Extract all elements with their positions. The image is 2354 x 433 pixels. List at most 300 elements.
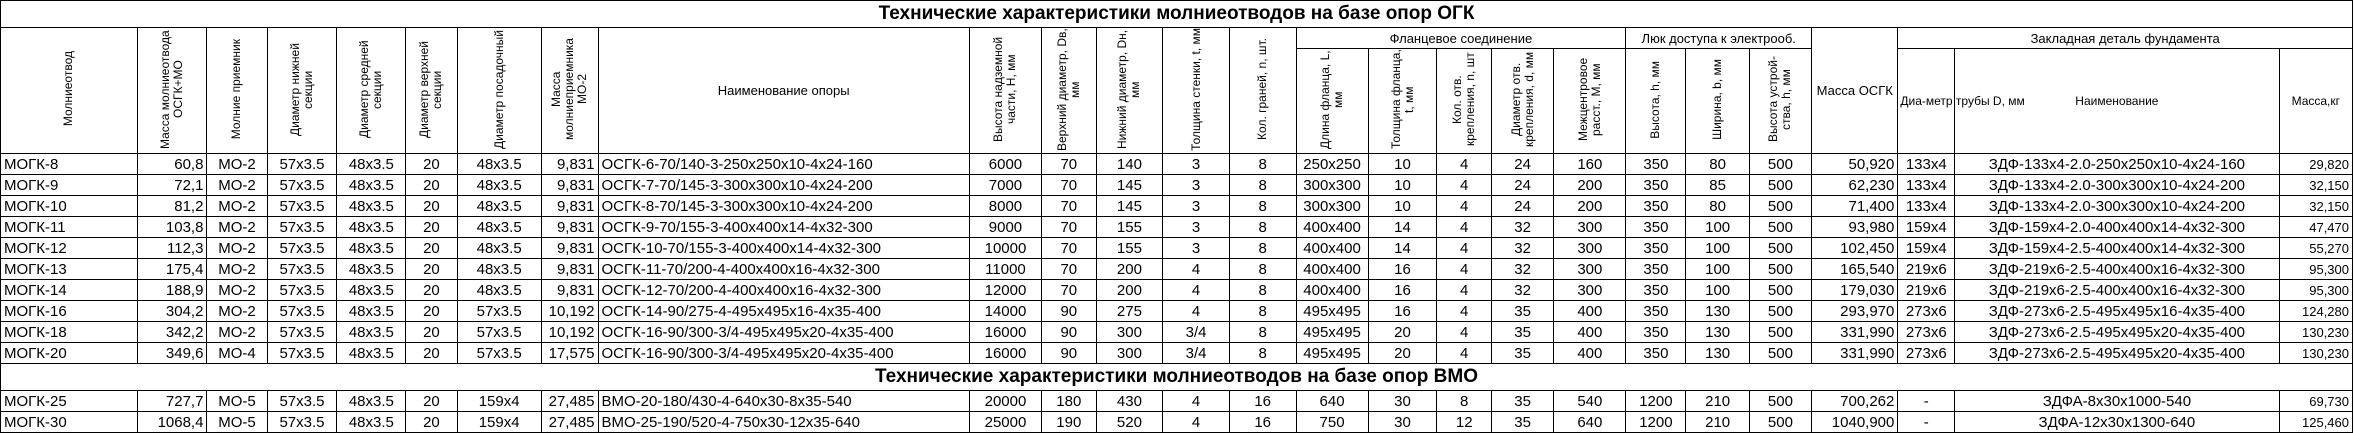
table-cell: 29,820: [2279, 154, 2352, 175]
table-cell: 70: [1042, 259, 1097, 280]
table-cell: 500: [1749, 196, 1811, 217]
table-cell: 8: [1229, 154, 1296, 175]
table-cell: 210: [1686, 391, 1749, 412]
table-cell: 540: [1554, 391, 1626, 412]
table-cell: МОГК-11: [1, 217, 138, 238]
header-flange-thick: Толщина фланца, t, мм: [1388, 49, 1416, 150]
table-cell: 90: [1042, 343, 1097, 364]
table-cell: 4: [1437, 259, 1492, 280]
table-cell: 10: [1368, 196, 1437, 217]
table-cell: 20: [406, 154, 457, 175]
table-cell: 640: [1554, 412, 1626, 433]
header-faces: Кол. граней, n, шт.: [1255, 38, 1270, 140]
header-embed-mass: Масса,кг: [2279, 49, 2352, 154]
table-cell: МОГК-13: [1, 259, 138, 280]
table-cell: 57х3.5: [267, 280, 337, 301]
table-cell: МОГК-14: [1, 280, 138, 301]
table-cell: 133х4: [1898, 196, 1955, 217]
table-cell: 20: [406, 196, 457, 217]
table-cell: МО-2: [207, 280, 267, 301]
table-cell: 350: [1626, 196, 1686, 217]
header-d-lower: Диаметр нижней секции: [287, 42, 315, 136]
table-cell: 4: [1437, 175, 1492, 196]
table-cell: МО-5: [207, 412, 267, 433]
table-cell: 16: [1368, 280, 1437, 301]
table-cell: 20: [1368, 343, 1437, 364]
table-cell: 30: [1368, 391, 1437, 412]
table-cell: 300: [1096, 322, 1163, 343]
table-cell: 140: [1096, 154, 1163, 175]
table-cell: 20: [406, 412, 457, 433]
table-cell: 4: [1437, 322, 1492, 343]
table-cell: 350: [1626, 217, 1686, 238]
table-cell: МОГК-18: [1, 322, 138, 343]
header-holes-d: Диаметр отв. крепления, d, мм: [1508, 51, 1536, 148]
table-cell: 400х400: [1296, 217, 1368, 238]
table-cell: 4: [1437, 196, 1492, 217]
table-cell: 48х3.5: [337, 301, 406, 322]
table-cell: 500: [1749, 343, 1811, 364]
table-cell: 9,831: [541, 154, 598, 175]
table-cell: 300х300: [1296, 196, 1368, 217]
table-cell: 219х6: [1898, 280, 1955, 301]
table-cell: 57х3.5: [267, 217, 337, 238]
table-cell: 3/4: [1163, 322, 1230, 343]
table-cell: 48х3.5: [457, 280, 541, 301]
table-cell: 700,262: [1812, 391, 1898, 412]
header-bottom-d: Нижний диаметр, Dн, мм: [1115, 29, 1143, 149]
table-cell: ЗДФА-8х30х1000-540: [1955, 391, 2279, 412]
table-cell: 60,8: [137, 154, 207, 175]
table-cell: 10,192: [541, 301, 598, 322]
table-cell: 57х3.5: [457, 322, 541, 343]
table-cell: 48х3.5: [337, 391, 406, 412]
table-cell: 300: [1554, 217, 1626, 238]
table-cell: 400х400: [1296, 238, 1368, 259]
table-cell: 200: [1096, 259, 1163, 280]
table-cell: 35: [1492, 391, 1554, 412]
table-cell: 520: [1096, 412, 1163, 433]
table-cell: 14000: [969, 301, 1041, 322]
table-row: [1, 412, 2353, 433]
table-cell: 500: [1749, 391, 1811, 412]
table-cell: МОГК-30: [1, 412, 138, 433]
title-ogk: Технические характеристики молниеотводов на базе опор ОГК: [1, 1, 2353, 28]
table-cell: 273х6: [1898, 343, 1955, 364]
table-cell: 35: [1492, 412, 1554, 433]
table-cell: 273х6: [1898, 322, 1955, 343]
table-cell: 190: [1042, 412, 1097, 433]
table-cell: 20: [406, 217, 457, 238]
table-cell: ОСГК-11-70/200-4-400х400х16-4х32-300: [598, 259, 969, 280]
table-cell: 12: [1437, 412, 1492, 433]
table-cell: 100: [1686, 238, 1749, 259]
table-cell: 32,150: [2279, 175, 2352, 196]
table-cell: 48х3.5: [337, 322, 406, 343]
table-cell: 16000: [969, 343, 1041, 364]
table-cell: 155: [1096, 217, 1163, 238]
table-cell: ВМО-25-190/520-4-750х30-12х35-640: [598, 412, 969, 433]
table-cell: 350: [1626, 301, 1686, 322]
table-cell: 9000: [969, 217, 1041, 238]
table-cell: 1040,900: [1812, 412, 1898, 433]
table-cell: 14: [1368, 238, 1437, 259]
table-cell: 57х3.5: [267, 238, 337, 259]
table-cell: МОГК-20: [1, 343, 138, 364]
table-row: [1, 196, 2353, 217]
table-cell: 400: [1554, 343, 1626, 364]
table-cell: 495х495: [1296, 343, 1368, 364]
table-cell: 69,730: [2279, 391, 2352, 412]
table-cell: 1200: [1626, 412, 1686, 433]
table-cell: 81,2: [137, 196, 207, 217]
table-cell: 57х3.5: [457, 343, 541, 364]
table-row: [1, 217, 2353, 238]
table-cell: ЗДФ-219х6-2.5-400х400х16-4х32-300: [1955, 259, 2279, 280]
table-cell: 331,990: [1812, 322, 1898, 343]
header-d-upper: Диаметр верхней секции: [417, 40, 445, 138]
table-row: [1, 391, 2353, 412]
table-cell: 70: [1042, 217, 1097, 238]
table-cell: 200: [1554, 175, 1626, 196]
table-cell: ЗДФ-133х4-2.0-300х300х10-4х24-200: [1955, 175, 2279, 196]
table-cell: 8: [1229, 259, 1296, 280]
table-cell: ЗДФ-159х4-2.5-400х400х14-4х32-300: [1955, 238, 2279, 259]
table-cell: 80: [1686, 196, 1749, 217]
table-cell: 100: [1686, 259, 1749, 280]
table-cell: 130: [1686, 301, 1749, 322]
header-embed-name: Наименование: [1955, 49, 2279, 154]
table-cell: 300х300: [1296, 175, 1368, 196]
header-height: Высота надземной части, Н, мм: [991, 36, 1019, 142]
table-cell: 4: [1437, 154, 1492, 175]
group-hatch: Люк доступа к электрооб.: [1626, 28, 1812, 49]
table-cell: 90: [1042, 322, 1097, 343]
table-cell: МО-2: [207, 175, 267, 196]
table-cell: 10,192: [541, 322, 598, 343]
table-cell: 200: [1554, 196, 1626, 217]
table-cell: ОСГК-16-90/300-3/4-495х495х20-4х35-400: [598, 343, 969, 364]
table-cell: 331,990: [1812, 343, 1898, 364]
table-cell: ЗДФ-219х6-2.5-400х400х16-4х32-300: [1955, 280, 2279, 301]
table-cell: 300: [1096, 343, 1163, 364]
table-cell: МО-2: [207, 259, 267, 280]
title-vmo: Технические характеристики молниеотводов на базе опор ВМО: [1, 364, 2353, 391]
table-cell: 500: [1749, 280, 1811, 301]
table-cell: 4: [1163, 280, 1230, 301]
table-cell: 10: [1368, 175, 1437, 196]
table-cell: 130: [1686, 343, 1749, 364]
table-cell: 3: [1163, 196, 1230, 217]
table-cell: 85: [1686, 175, 1749, 196]
table-cell: 400х400: [1296, 259, 1368, 280]
table-cell: 57х3.5: [267, 196, 337, 217]
table-cell: 175,4: [137, 259, 207, 280]
table-cell: 500: [1749, 238, 1811, 259]
table-cell: 500: [1749, 412, 1811, 433]
table-cell: 273х6: [1898, 301, 1955, 322]
table-cell: 640: [1296, 391, 1368, 412]
header-hatch-w: Ширина, b, мм: [1710, 59, 1725, 140]
table-cell: 350: [1626, 280, 1686, 301]
table-cell: 90: [1042, 301, 1097, 322]
table-cell: 430: [1096, 391, 1163, 412]
table-cell: 57х3.5: [267, 259, 337, 280]
table-cell: 400: [1554, 301, 1626, 322]
header-hatch-dev: Высота устрой-ства, h, мм: [1766, 56, 1794, 143]
table-cell: 50,920: [1812, 154, 1898, 175]
table-cell: ЗДФ-133х4-2.0-250х250х10-4х24-160: [1955, 154, 2279, 175]
table-cell: 48х3.5: [337, 154, 406, 175]
table-cell: 133х4: [1898, 154, 1955, 175]
table-cell: ВМО-20-180/430-4-640х30-8х35-540: [598, 391, 969, 412]
table-cell: 20: [406, 391, 457, 412]
table-cell: 48х3.5: [337, 196, 406, 217]
table-cell: 500: [1749, 301, 1811, 322]
table-cell: 3: [1163, 175, 1230, 196]
table-cell: 4: [1437, 238, 1492, 259]
table-cell: 7000: [969, 175, 1041, 196]
table-cell: 93,980: [1812, 217, 1898, 238]
table-row: [1, 301, 2353, 322]
table-cell: 16: [1229, 412, 1296, 433]
table-cell: ЗДФ-273х6-2.5-495х495х16-4х35-400: [1955, 301, 2279, 322]
table-row: [1, 175, 2353, 196]
table-cell: 125,460: [2279, 412, 2352, 433]
table-cell: 304,2: [137, 301, 207, 322]
table-cell: 35: [1492, 343, 1554, 364]
table-cell: 8: [1229, 175, 1296, 196]
table-cell: 48х3.5: [337, 217, 406, 238]
table-cell: 210: [1686, 412, 1749, 433]
table-cell: 48х3.5: [337, 412, 406, 433]
table-cell: 159х4: [457, 391, 541, 412]
table-cell: МОГК-10: [1, 196, 138, 217]
table-row: [1, 259, 2353, 280]
table-cell: 95,300: [2279, 259, 2352, 280]
header-d-seat: Диаметр посадочный: [491, 29, 506, 149]
table-cell: 179,030: [1812, 280, 1898, 301]
table-cell: 4: [1437, 343, 1492, 364]
table-cell: 8: [1229, 238, 1296, 259]
table-cell: 20000: [969, 391, 1041, 412]
table-cell: МО-2: [207, 322, 267, 343]
table-cell: МОГК-12: [1, 238, 138, 259]
table-row: [1, 343, 2353, 364]
table-cell: 48х3.5: [457, 217, 541, 238]
table-cell: 70: [1042, 154, 1097, 175]
header-massa-ogk-mo: Масса молниеотвода ОСГК+МО: [158, 29, 185, 149]
table-cell: 100: [1686, 217, 1749, 238]
table-cell: 20: [1368, 322, 1437, 343]
table-cell: 350: [1626, 175, 1686, 196]
table-cell: МО-2: [207, 196, 267, 217]
table-cell: ОСГК-6-70/140-3-250х250х10-4х24-160: [598, 154, 969, 175]
table-cell: 159х4: [457, 412, 541, 433]
table-cell: 55,270: [2279, 238, 2352, 259]
table-cell: 130,230: [2279, 343, 2352, 364]
table-cell: 160: [1554, 154, 1626, 175]
header-molnieotvod: Молниеотвод: [61, 51, 76, 127]
table-cell: 57х3.5: [457, 301, 541, 322]
table-cell: 4: [1163, 412, 1230, 433]
table-cell: 20: [406, 343, 457, 364]
table-cell: 57х3.5: [267, 391, 337, 412]
table-cell: ЗДФА-12х30х1300-640: [1955, 412, 2279, 433]
table-cell: 8: [1229, 322, 1296, 343]
table-cell: 20: [406, 259, 457, 280]
table-cell: -: [1898, 412, 1955, 433]
header-massa-ogk: Масса ОСГК: [1812, 28, 1898, 154]
table-cell: 342,2: [137, 322, 207, 343]
table-cell: 16: [1368, 259, 1437, 280]
header-wall: Толщина стенки, t, мм: [1188, 27, 1203, 151]
header-hatch-h: Высота, h, мм: [1648, 60, 1663, 139]
table-cell: ОСГК-10-70/155-3-400х400х14-4х32-300: [598, 238, 969, 259]
table-cell: 145: [1096, 196, 1163, 217]
table-cell: ЗДФ-273х6-2.5-495х495х20-4х35-400: [1955, 322, 2279, 343]
table-cell: 48х3.5: [457, 175, 541, 196]
table-cell: ОСГК-12-70/200-4-400х400х16-4х32-300: [598, 280, 969, 301]
table-cell: 9,831: [541, 259, 598, 280]
table-cell: 48х3.5: [457, 238, 541, 259]
table-cell: 16: [1368, 301, 1437, 322]
table-cell: 350: [1626, 343, 1686, 364]
table-cell: 500: [1749, 217, 1811, 238]
table-cell: 4: [1163, 259, 1230, 280]
table-cell: МО-2: [207, 301, 267, 322]
table-cell: 47,470: [2279, 217, 2352, 238]
table-cell: 124,280: [2279, 301, 2352, 322]
table-cell: 48х3.5: [337, 238, 406, 259]
table-cell: 14: [1368, 217, 1437, 238]
table-cell: 57х3.5: [267, 343, 337, 364]
table-cell: 500: [1749, 154, 1811, 175]
table-cell: 20: [406, 238, 457, 259]
table-cell: 70: [1042, 280, 1097, 301]
table-cell: 9,831: [541, 196, 598, 217]
table-cell: -: [1898, 391, 1955, 412]
table-cell: 32: [1492, 238, 1554, 259]
header-pipe-d: Диа-метр трубы D, мм: [1898, 49, 1955, 154]
table-cell: 750: [1296, 412, 1368, 433]
table-cell: 20: [406, 280, 457, 301]
table-cell: 8: [1437, 391, 1492, 412]
table-cell: 103,8: [137, 217, 207, 238]
table-cell: 219х6: [1898, 259, 1955, 280]
table-cell: 48х3.5: [457, 196, 541, 217]
table-cell: 9,831: [541, 175, 598, 196]
table-row: [1, 154, 2353, 175]
table-cell: 1200: [1626, 391, 1686, 412]
table-cell: 95,300: [2279, 280, 2352, 301]
table-cell: 200: [1096, 280, 1163, 301]
table-cell: 24: [1492, 196, 1554, 217]
table-cell: 8: [1229, 301, 1296, 322]
table-cell: МО-2: [207, 154, 267, 175]
table-cell: 20: [406, 175, 457, 196]
table-cell: 32: [1492, 217, 1554, 238]
table-cell: 727,7: [137, 391, 207, 412]
table-cell: ОСГК-9-70/155-3-400х400х14-4х32-300: [598, 217, 969, 238]
table-cell: 3/4: [1163, 343, 1230, 364]
table-cell: 112,3: [137, 238, 207, 259]
header-flange-len: Длина фланца, L, мм: [1318, 50, 1346, 149]
table-cell: 130: [1686, 322, 1749, 343]
table-cell: 27,485: [541, 391, 598, 412]
table-cell: МО-4: [207, 343, 267, 364]
table-cell: 9,831: [541, 217, 598, 238]
table-cell: 32: [1492, 259, 1554, 280]
table-cell: 8: [1229, 343, 1296, 364]
table-cell: 20: [406, 322, 457, 343]
header-center-dist: Межцентровое расст., М, мм: [1575, 57, 1603, 142]
table-cell: ОСГК-7-70/145-3-300х300х10-4х24-200: [598, 175, 969, 196]
table-cell: МОГК-16: [1, 301, 138, 322]
table-cell: 9,831: [541, 238, 598, 259]
table-cell: 3: [1163, 217, 1230, 238]
table-cell: 12000: [969, 280, 1041, 301]
table-cell: ЗДФ-133х4-2.0-300х300х10-4х24-200: [1955, 196, 2279, 217]
table-cell: 495х495: [1296, 322, 1368, 343]
table-cell: 72,1: [137, 175, 207, 196]
table-cell: 16000: [969, 322, 1041, 343]
table-cell: 48х3.5: [457, 154, 541, 175]
table-cell: 8: [1229, 196, 1296, 217]
table-cell: 71,400: [1812, 196, 1898, 217]
table-cell: 350: [1626, 259, 1686, 280]
table-cell: 4: [1163, 391, 1230, 412]
table-cell: 27,485: [541, 412, 598, 433]
table-cell: 165,540: [1812, 259, 1898, 280]
table-cell: 300: [1554, 259, 1626, 280]
table-cell: 3: [1163, 238, 1230, 259]
table-cell: 57х3.5: [267, 154, 337, 175]
header-d-middle: Диаметр средней секции: [357, 40, 385, 138]
table-cell: 350: [1626, 154, 1686, 175]
table-cell: 8: [1229, 217, 1296, 238]
table-cell: 70: [1042, 196, 1097, 217]
table-cell: ЗДФ-159х4-2.0-400х400х14-4х32-300: [1955, 217, 2279, 238]
table-cell: 20: [406, 301, 457, 322]
table-cell: 4: [1437, 301, 1492, 322]
header-molnie-priemnik: Молние приемник: [229, 38, 244, 140]
table-cell: 145: [1096, 175, 1163, 196]
table-cell: 500: [1749, 175, 1811, 196]
table-cell: 62,230: [1812, 175, 1898, 196]
table-cell: 250х250: [1296, 154, 1368, 175]
table-cell: 70: [1042, 175, 1097, 196]
group-flange: Фланцевое соединение: [1296, 28, 1626, 49]
table-cell: 300: [1554, 238, 1626, 259]
table-cell: 130,230: [2279, 322, 2352, 343]
table-cell: МОГК-25: [1, 391, 138, 412]
table-cell: ЗДФ-273х6-2.5-495х495х20-4х35-400: [1955, 343, 2279, 364]
table-cell: 48х3.5: [337, 175, 406, 196]
table-cell: 57х3.5: [267, 175, 337, 196]
table-cell: 159х4: [1898, 238, 1955, 259]
table-cell: 48х3.5: [457, 259, 541, 280]
table-cell: ОСГК-8-70/145-3-300х300х10-4х24-200: [598, 196, 969, 217]
table-cell: 9,831: [541, 280, 598, 301]
table-cell: МО-2: [207, 238, 267, 259]
table-cell: 102,450: [1812, 238, 1898, 259]
table-cell: 35: [1492, 301, 1554, 322]
table-cell: 495х495: [1296, 301, 1368, 322]
table-cell: 57х3.5: [267, 322, 337, 343]
table-row: [1, 322, 2353, 343]
table-cell: 16: [1229, 391, 1296, 412]
